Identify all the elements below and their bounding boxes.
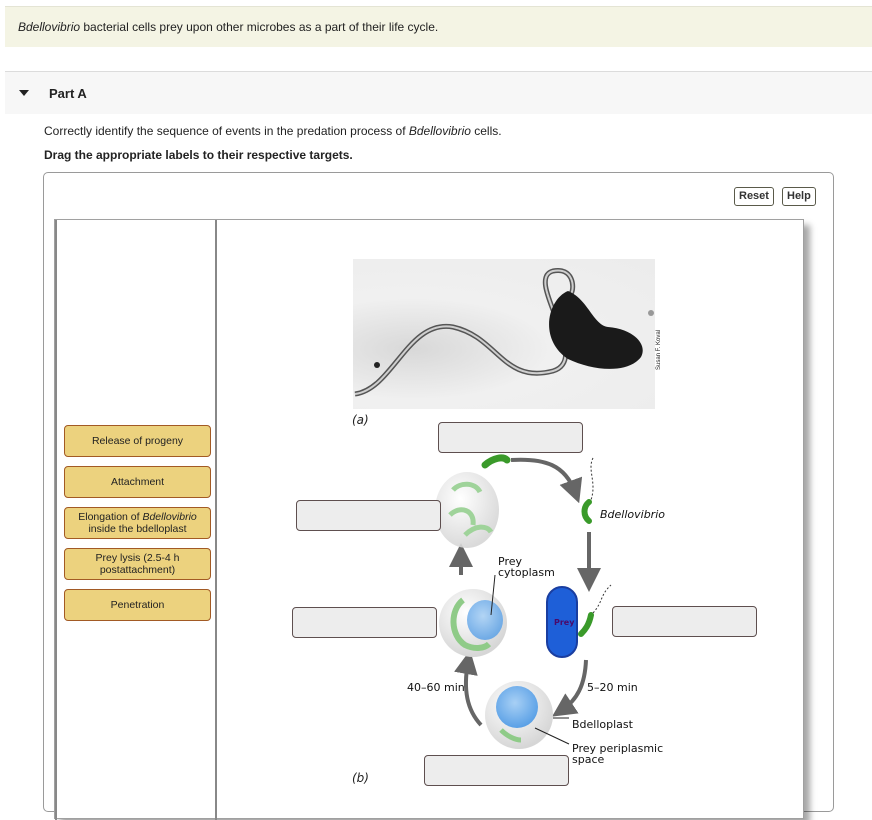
label-text: Attachment [110, 476, 165, 488]
periplasmic-annotation-2: space [572, 753, 605, 766]
reset-button[interactable]: Reset [734, 187, 774, 206]
label-text: Prey lysis (2.5-4 h postattachment) [95, 552, 180, 576]
intro-italic: Bdellovibrio [18, 20, 81, 34]
drop-target-bottom[interactable] [424, 755, 569, 786]
part-a-header[interactable] [5, 71, 872, 114]
bdelloplast-annotation: Bdelloplast [572, 718, 633, 731]
panel-b-label: (b) [352, 771, 369, 785]
intro-text: bacterial cells prey upon other microbes as a part of their life cycle. [80, 20, 439, 34]
label-text: Penetration [110, 599, 165, 611]
drag-stage [54, 219, 804, 819]
drop-target-left-upper[interactable] [296, 500, 441, 531]
label-text: Elongation of Bdellovibrio inside the bdelloplast [78, 511, 197, 535]
drop-target-left-lower[interactable] [292, 607, 437, 638]
part-title: Part A [49, 85, 87, 101]
time-right-annotation: 5–20 min [587, 681, 638, 694]
instruction: Drag the appropriate labels to their respective targets. [44, 148, 353, 162]
image-credit: Susan F. Koval [656, 329, 662, 370]
drop-target-top[interactable] [438, 422, 583, 453]
prey-annotation: Prey [554, 618, 575, 627]
bdellovibrio-annotation: Bdellovibrio [600, 508, 665, 521]
periplasmic-annotation: Prey periplasmic [572, 742, 664, 755]
label-text: Release of progeny [91, 435, 184, 447]
question-prompt [44, 124, 502, 138]
drag-drop-widget [43, 172, 834, 812]
prompt-suffix: cells. [470, 124, 502, 138]
prompt-text: Correctly identify the sequence of events in the predation process of [44, 124, 409, 138]
caret-down-icon[interactable] [19, 90, 29, 96]
help-button[interactable]: Help [782, 187, 816, 206]
time-left-annotation: 40–60 min [407, 681, 465, 694]
drop-target-right[interactable] [612, 606, 757, 637]
prey-cytoplasm-annotation: Prey [498, 555, 522, 568]
prompt-italic: Bdellovibrio [408, 124, 471, 138]
panel-a-label: (a) [352, 413, 369, 427]
intro-banner [5, 6, 872, 47]
prey-cytoplasm-annotation-2: cytoplasm [498, 566, 555, 579]
